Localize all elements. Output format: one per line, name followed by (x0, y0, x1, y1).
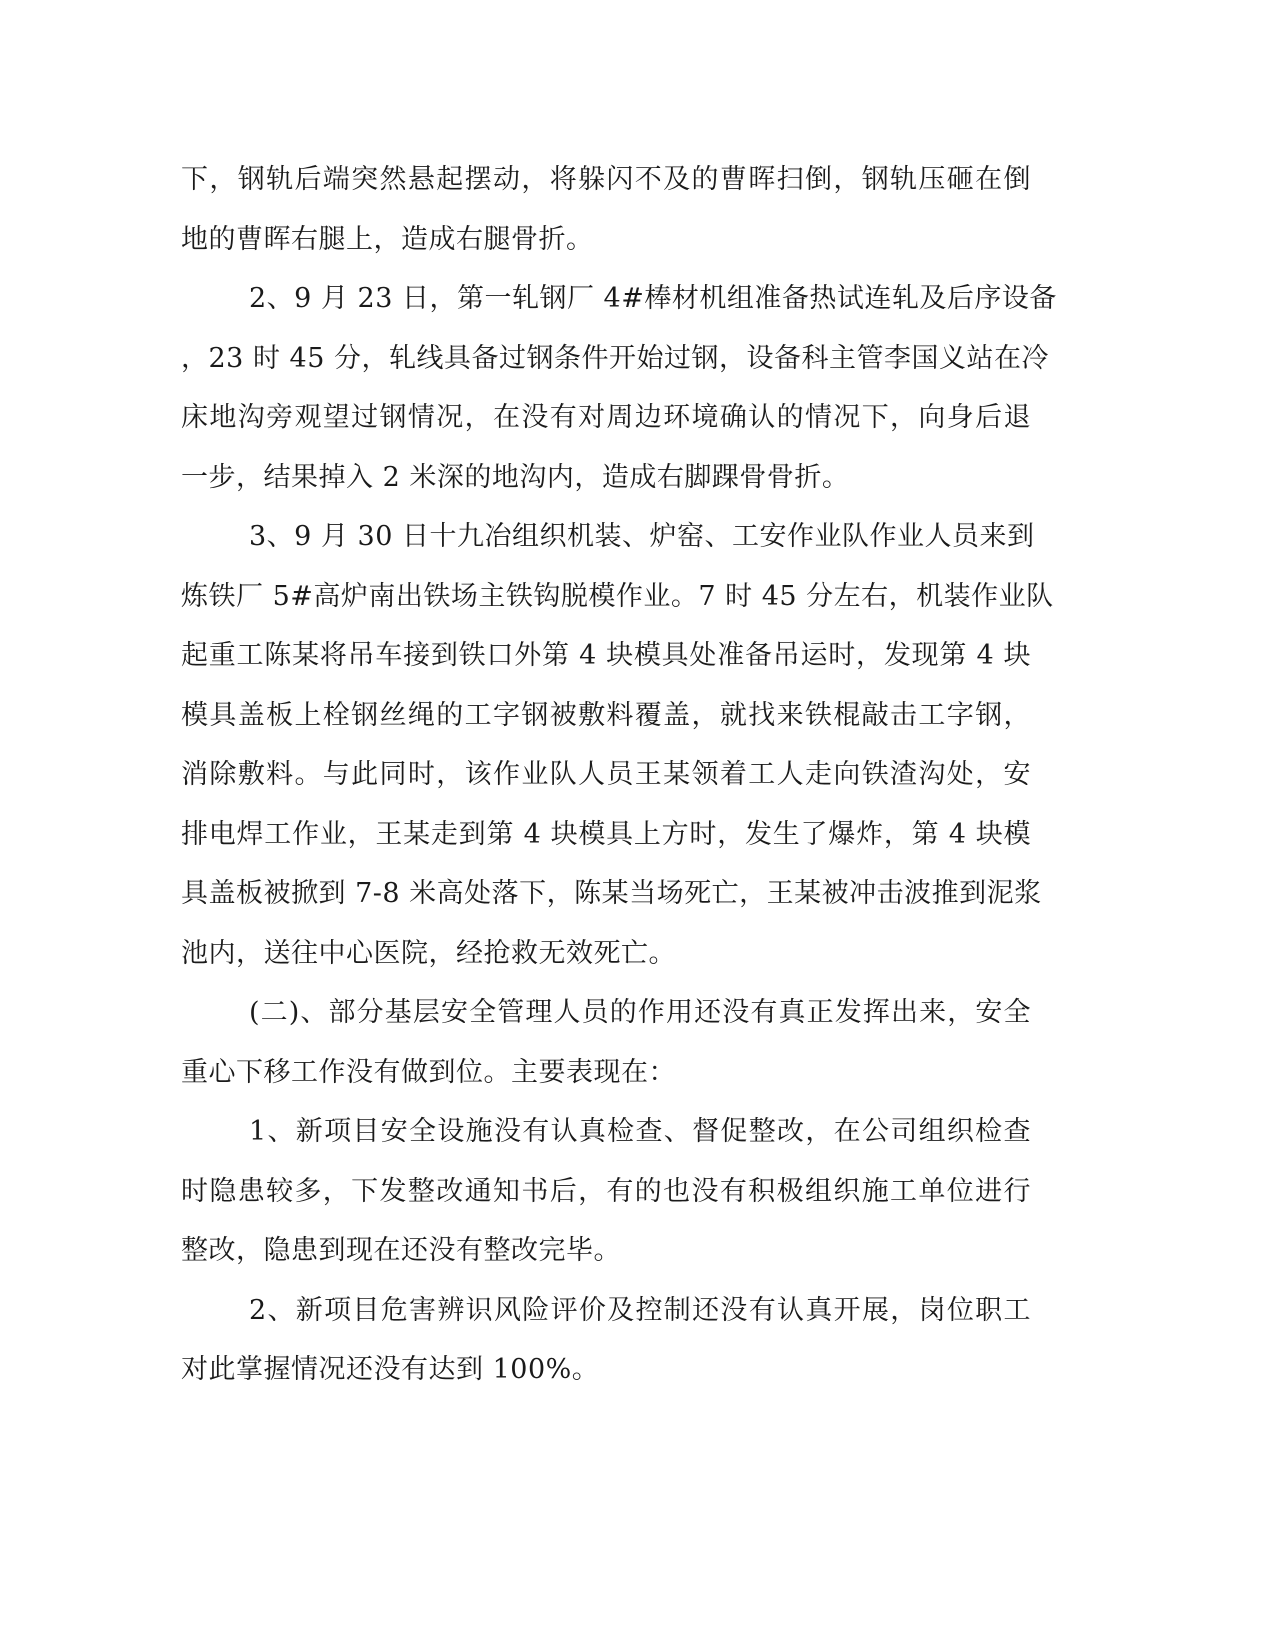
text-line: 重心下移工作没有做到位。主要表现在： (181, 1056, 676, 1088)
text-line: 时隐患较多，下发整改通知书后，有的也没有积极组织施工单位进行 (181, 1175, 1031, 1207)
text-line: 2、新项目危害辨识风险评价及控制还没有认真开展，岗位职工 (249, 1294, 1031, 1326)
text-line: (二)、部分基层安全管理人员的作用还没有真正发挥出来，安全 (249, 997, 1031, 1028)
text-line: 具盖板被掀到 7-8 米高处落下，陈某当场死亡，王某被冲击波推到泥浆 (181, 878, 1042, 909)
text-line: 对此掌握情况还没有达到 100%。 (181, 1354, 600, 1385)
document-body (181, 150, 1057, 1400)
text-line: 地的曹晖右腿上，造成右腿骨折。 (181, 223, 594, 255)
text-line: 排电焊工作业，王某走到第 4 块模具上方时，发生了爆炸，第 4 块模 (181, 818, 1031, 850)
text-line: 床地沟旁观望过钢情况，在没有对周边环境确认的情况下，向身后退 (181, 402, 1031, 433)
text-line: 模具盖板上栓钢丝绳的工字钢被敷料覆盖，就找来铁棍敲击工字钢， (181, 699, 1031, 731)
text-line: 起重工陈某将吊车接到铁口外第 4 块模具处准备吊运时，发现第 4 块 (181, 640, 1031, 671)
text-line: 整改，隐患到现在还没有整改完毕。 (181, 1235, 621, 1266)
text-line: 3、9 月 30 日十九冶组织机装、炉窑、工安作业队作业人员来到 (249, 521, 1035, 552)
text-line: 下，钢轨后端突然悬起摆动，将躲闪不及的曹晖扫倒，钢轨压砸在倒 (181, 164, 1031, 195)
text-line: 消除敷料。与此同时，该作业队人员王某领着工人走向铁渣沟处，安 (181, 759, 1031, 790)
text-line: 2、9 月 23 日，第一轧钢厂 4#棒材机组准备热试连轧及后序设备 (249, 283, 1057, 314)
text-line: 池内，送往中心医院，经抢救无效死亡。 (181, 937, 676, 969)
text-line: 炼铁厂 5#高炉南出铁场主铁钩脱模作业。7 时 45 分左右，机装作业队 (181, 580, 1054, 612)
text-line: 1、新项目安全设施没有认真检查、督促整改，在公司组织检查 (249, 1116, 1031, 1147)
text-line: 一步，结果掉入 2 米深的地沟内，造成右脚踝骨骨折。 (181, 461, 850, 493)
text-line: ，23 时 45 分，轧线具备过钢条件开始过钢，设备科主管李国义站在冷 (181, 342, 1049, 374)
